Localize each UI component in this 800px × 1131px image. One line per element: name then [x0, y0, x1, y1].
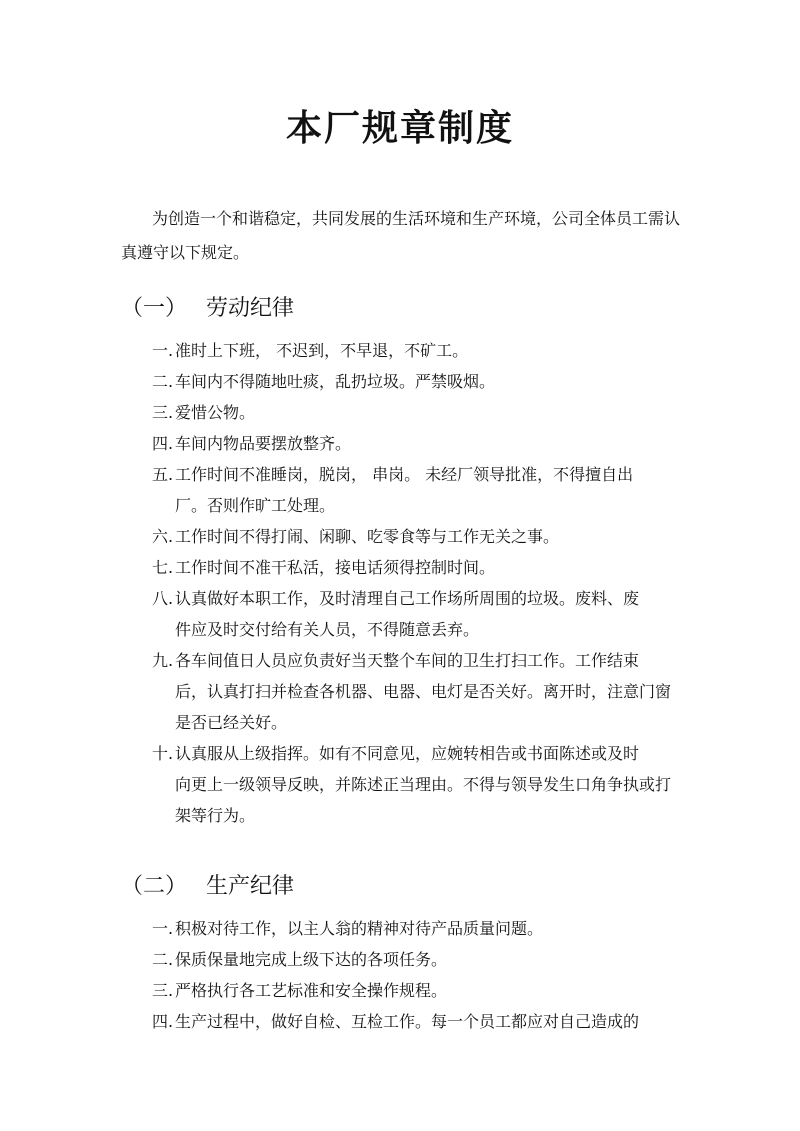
- rule-text-line: 工作时间不准干私活，接电话须得控制时间。: [175, 558, 496, 577]
- rule-text-line: 生产过程中，做好自检、互检工作。每一个员工都应对自己造成的: [175, 1012, 640, 1031]
- rule-item: [121, 397, 691, 428]
- section-heading: [121, 864, 691, 904]
- rule-number: 十.: [152, 744, 174, 763]
- rule-number: 三.: [152, 403, 174, 422]
- rule-text-line: 车间内物品要摆放整齐。: [175, 434, 352, 453]
- rule-number: 八.: [152, 589, 174, 608]
- rule-item: [121, 521, 691, 552]
- rule-item: [121, 583, 691, 645]
- section-labor-discipline: [121, 286, 691, 831]
- rule-list: [121, 913, 691, 1037]
- rule-text-line: 准时上下班， 不迟到，不早退，不矿工。: [175, 341, 469, 360]
- rule-text-line: 工作时间不准睡岗，脱岗， 串岗。 未经厂领导批准，不得擅自出: [175, 465, 634, 484]
- rule-text-line: 认真服从上级指挥。如有不同意见，应婉转相告或书面陈述或及时: [175, 744, 640, 763]
- rule-list: [121, 335, 691, 831]
- rule-text-line: 是否已经关好。: [175, 713, 288, 732]
- rule-item: [121, 975, 691, 1006]
- page-title: 本厂规章制度: [285, 107, 514, 149]
- rule-number: 一.: [152, 341, 174, 360]
- rule-item: [121, 552, 691, 583]
- section-number: （二）: [121, 873, 188, 899]
- rule-text-line: 爱惜公物。: [175, 403, 256, 422]
- rule-number: 二.: [152, 372, 174, 391]
- rule-number: 五.: [152, 465, 174, 484]
- rule-number: 四.: [152, 1012, 174, 1031]
- section-title: 生产纪律: [206, 873, 295, 899]
- rule-item: [121, 944, 691, 975]
- rule-text-line: 件应及时交付给有关人员，不得随意丢弃。: [175, 620, 480, 639]
- rule-number: 九.: [152, 651, 174, 670]
- rule-text-line: 积极对待工作，以主人翁的精神对待产品质量问题。: [175, 919, 544, 938]
- rule-item: [121, 459, 691, 521]
- rule-item: [121, 645, 691, 738]
- section-production-discipline: [121, 864, 691, 1037]
- rule-text-line: 保质保量地完成上级下达的各项任务。: [175, 950, 448, 969]
- rule-item: [121, 913, 691, 944]
- rule-text-line: 各车间值日人员应负责好当天整个车间的卫生打扫工作。工作结束: [175, 651, 640, 670]
- rule-text-line: 严格执行各工艺标准和安全操作规程。: [175, 981, 448, 1000]
- rule-number: 一.: [152, 919, 174, 938]
- rule-item: [121, 1006, 691, 1037]
- rule-number: 六.: [152, 527, 174, 546]
- rule-text-line: 架等行为。: [175, 806, 256, 825]
- rule-item: [121, 335, 691, 366]
- rule-text-line: 后，认真打扫并检查各机器、电器、电灯是否关好。离开时，注意门窗: [175, 682, 672, 701]
- rule-item: [121, 738, 691, 831]
- rule-number: 三.: [152, 981, 174, 1000]
- section-number: （一）: [121, 295, 188, 321]
- rule-text-line: 向更上一级领导反映，并陈述正当理由。不得与领导发生口角争执或打: [175, 775, 672, 794]
- rule-item: [121, 366, 691, 397]
- rule-text-line: 厂。否则作旷工处理。: [175, 496, 336, 515]
- rule-number: 二.: [152, 950, 174, 969]
- rule-number: 七.: [152, 558, 174, 577]
- section-heading: [121, 286, 691, 326]
- rule-item: [121, 428, 691, 459]
- rule-number: 四.: [152, 434, 174, 453]
- rule-text-line: 车间内不得随地吐痰，乱扔垃圾。严禁吸烟。: [175, 372, 496, 391]
- rule-text-line: 认真做好本职工作，及时清理自己工作场所周围的垃圾。废料、废: [175, 589, 640, 608]
- intro-paragraph: 为创造一个和谐稳定，共同发展的生活环境和生产环境，公司全体员工需认真遵守以下规定。: [121, 209, 681, 262]
- rule-text-line: 工作时间不得打闹、闲聊、吃零食等与工作无关之事。: [175, 527, 560, 546]
- section-title: 劳动纪律: [206, 295, 295, 321]
